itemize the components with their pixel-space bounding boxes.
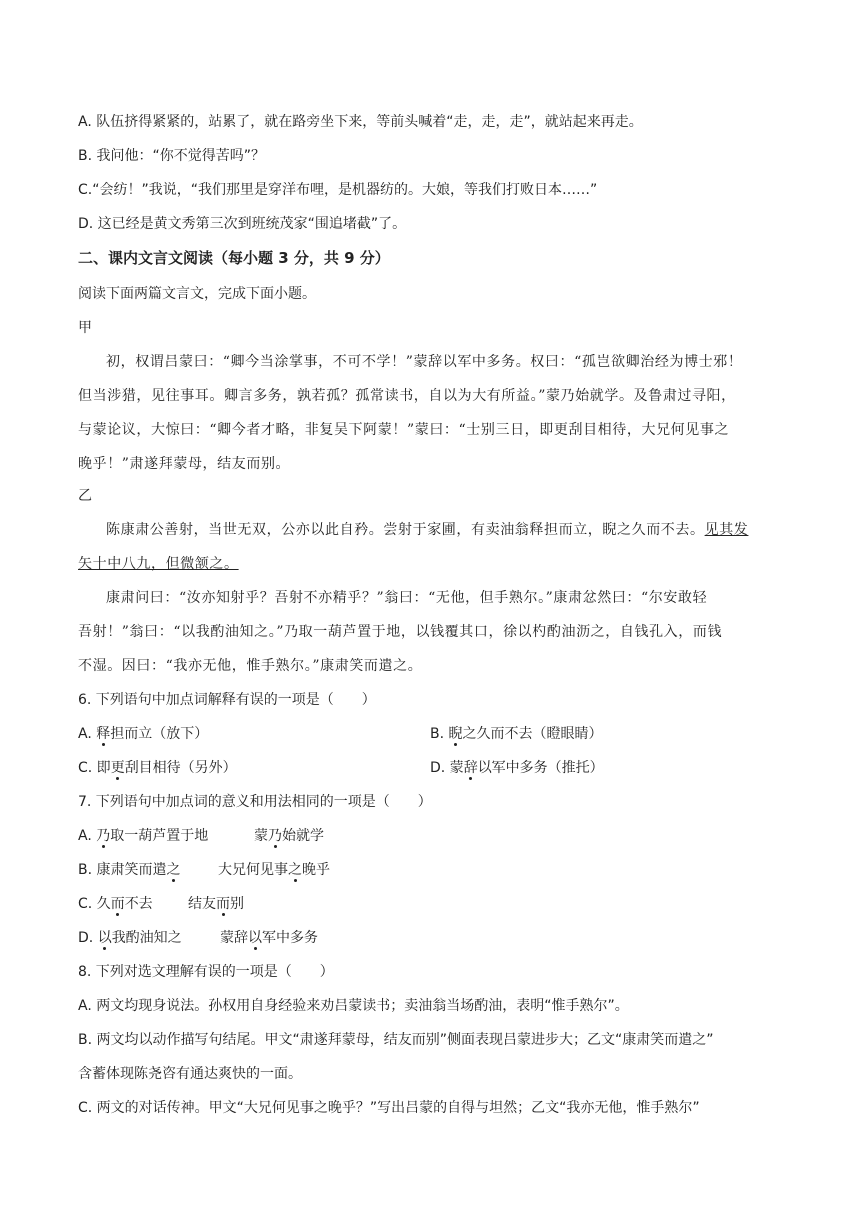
option-text: C. 久: [78, 896, 111, 912]
underlined-sentence: 见其发: [704, 522, 749, 538]
passage-jia-line: 初，权谓吕蒙曰：“卿今当涂掌事，不可不学！”蒙辞以军中多务。权曰：“孤岂欲卿治经为博士邪！: [106, 354, 743, 370]
q8-option-b-continued: 含蓄体现陈尧咨有通达爽快的一面。: [78, 1066, 302, 1082]
option-text: D.: [78, 930, 98, 946]
option-text: 我酌油知之: [111, 930, 182, 946]
option-text: C. 即: [78, 760, 111, 776]
q7-option-b: [78, 860, 181, 880]
passage-yi-text: 陈康肃公善射，当世无双，公亦以此自矜。尝射于家圃，有卖油翁释担而立，睨之久而不去。: [106, 522, 705, 538]
q5-option-b: B. 我问他：“你不觉得苦吗”？: [78, 148, 266, 164]
dotted-word: 以: [248, 930, 262, 946]
dotted-word: 以: [97, 930, 112, 946]
q5-option-a: A. 队伍挤得紧紧的，站累了，就在路旁坐下来，等前头喊着“走，走，走”，就站起来再走。: [78, 114, 643, 130]
option-text: 取一葫芦置于地: [110, 828, 209, 844]
option-text: 别: [230, 896, 244, 912]
dotted-word: 之: [288, 862, 302, 878]
q8-option-b: B. 两文均以动作描写句结尾。甲文“肃遂拜蒙母，结友而别”侧面表现吕蒙进步大；乙文“康肃笑而遣之”: [78, 1032, 714, 1048]
dotted-word: 释: [96, 726, 111, 742]
underlined-sentence: 矢十中八九，但微颔之。: [78, 556, 239, 572]
q6-option-a: [78, 724, 208, 744]
passage-jia-line: 晚乎！”肃遂拜蒙母，结友而别。: [78, 456, 291, 472]
option-text: 蒙: [254, 828, 268, 844]
dotted-word: 之: [166, 862, 181, 878]
option-text: 担而立（放下）: [110, 726, 209, 742]
option-text: 之久而不去（瞪眼睛）: [462, 726, 603, 742]
dotted-word: 乃: [268, 828, 282, 844]
option-text: B.: [430, 726, 449, 742]
q6-stem: 6. 下列语句中加点词解释有误的一项是（ ）: [78, 692, 376, 708]
option-text: A.: [78, 828, 97, 844]
q8-option-a: A. 两文均现身说法。孙权用自身经验来劝吕蒙读书；卖油翁当场酌油，表明“惟手熟尔”。: [78, 998, 629, 1014]
passage-yi-line: 吾射！”翁曰：“以我酌油知之。”乃取一葫芦置于地，以钱覆其口，徐以杓酌油沥之，自钱孔入，而钱: [78, 624, 723, 640]
option-text: 始就学: [282, 828, 324, 844]
q5-option-d: D. 这已经是黄文秀第三次到班统茂家“围追堵截”了。: [78, 216, 407, 232]
q6-option-c: [78, 758, 237, 778]
option-text: 大兄何见事: [218, 862, 288, 878]
option-text: B. 康肃笑而遣: [78, 862, 167, 878]
q8-option-c: C. 两文的对话传神。甲文“大兄何见事之晚乎？”写出吕蒙的自得与坦然；乙文“我亦无他，惟手熟尔”: [78, 1100, 700, 1116]
passage-jia-line: 但当涉猎，见往事耳。卿言多务，孰若孤？孤常读书，自以为大有所益。”蒙乃始就学。及鲁肃过寻阳，: [78, 388, 736, 404]
q7-option-d-second: [220, 928, 318, 948]
option-text: 结友: [188, 896, 216, 912]
reading-instruction: 阅读下面两篇文言文，完成下面小题。: [78, 286, 316, 302]
q7-option-c: [78, 894, 153, 914]
dotted-word: 睨: [448, 726, 463, 742]
dotted-word: 而: [110, 896, 125, 912]
q6-option-b: [430, 724, 603, 744]
section-heading: 二、课内文言文阅读（每小题 3 分，共 9 分）: [78, 249, 390, 267]
passage-yi-line: 不湿。因曰：“我亦无他，惟手熟尔。”康肃笑而遣之。: [78, 658, 423, 674]
dotted-word: 更: [110, 760, 125, 776]
q7-option-c-second: [188, 894, 244, 914]
passage-jia-line: 与蒙论议，大惊曰：“卿今者才略，非复吴下阿蒙！”蒙曰：“士别三日，即更刮目相待，大兄何见事之: [78, 422, 730, 438]
q7-option-a-second: [254, 826, 324, 846]
dotted-word: 乃: [96, 828, 111, 844]
q7-option-b-second: [218, 860, 330, 880]
option-text: 军中多务: [262, 930, 318, 946]
q8-stem: 8. 下列对选文理解有误的一项是（ ）: [78, 964, 334, 980]
option-text: 刮目相待（另外）: [124, 760, 237, 776]
option-text: 不去: [124, 896, 153, 912]
option-text: A.: [78, 726, 97, 742]
passage-yi-line: 康肃问曰：“汝亦知射乎？吾射不亦精乎？”翁曰：“无他，但手熟尔。”康肃忿然曰：“尔安敢轻: [106, 590, 708, 606]
q7-stem: 7. 下列语句中加点词的意义和用法相同的一项是（ ）: [78, 794, 432, 810]
dotted-word: 辞: [463, 760, 478, 776]
option-text: 晚乎: [302, 862, 330, 878]
passage-yi-line: [78, 554, 239, 574]
option-text: 以军中多务（推托）: [477, 760, 604, 776]
passage-yi-line: [106, 520, 748, 540]
q6-option-d: [430, 758, 604, 778]
option-text: D. 蒙: [430, 760, 464, 776]
q7-option-d: [78, 928, 182, 948]
dotted-word: 而: [216, 896, 230, 912]
q7-option-a: [78, 826, 208, 846]
option-text: 蒙辞: [220, 930, 248, 946]
q5-option-c: C.“会纺！”我说，“我们那里是穿洋布哩，是机器纺的。大娘，等我们打败日本……”: [78, 182, 598, 198]
passage-yi-label: 乙: [78, 488, 92, 504]
passage-jia-label: 甲: [78, 320, 92, 336]
